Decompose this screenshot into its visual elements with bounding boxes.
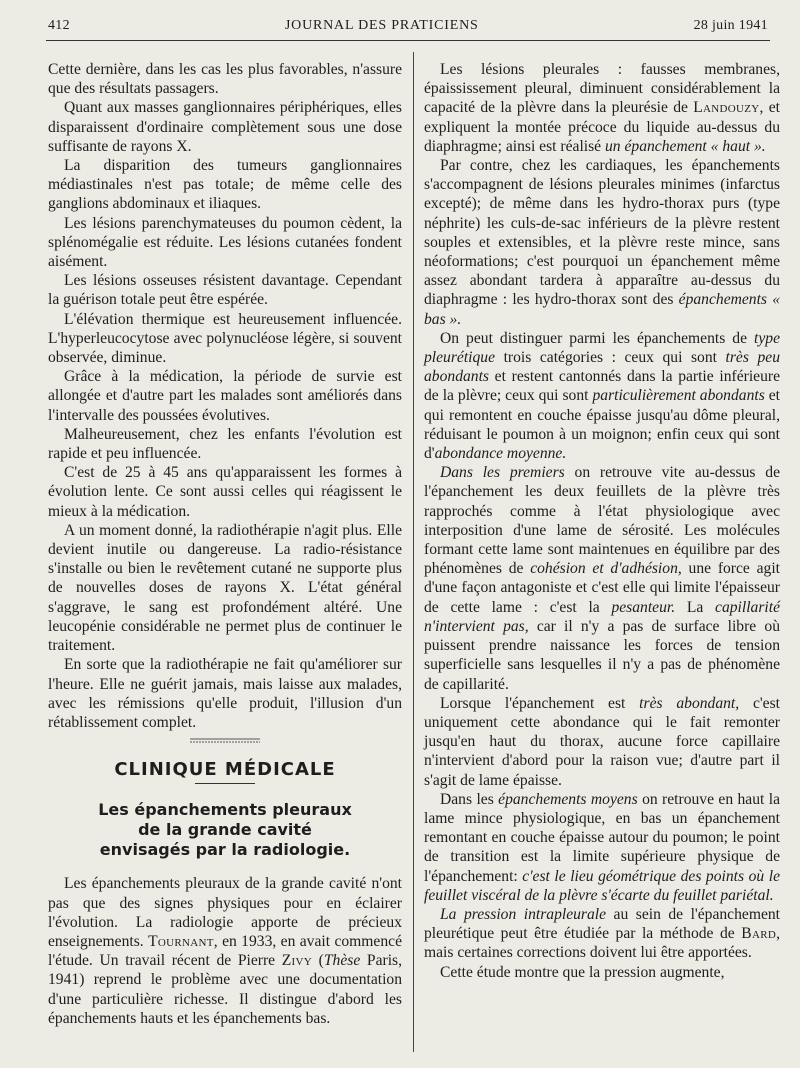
author-name: Bard [741, 925, 777, 943]
paragraph: Cette dernière, dans les cas les plus favorables, n'assure que des résultats passagers. [48, 61, 402, 98]
paragraph: Les épanchements pleuraux de la grande cavité n'ont pas que des signes physiques pour en éclairer l'évolution. La radiologie apporte de précieux enseignements. Tournant, en 1933, en avait commencé l'étude. Un travail récent de Pierre Zivy (Thèse Paris, 1941) reprend le problème avec une documentation d'une particulière richesse. Il distingue d'abord les épanchements hauts et les épanchements bas. [48, 875, 402, 1027]
paragraph: Quant aux masses ganglionnaires périphériques, elles disparaissent d'ordinaire complètement sous une dose suffisante de rayons X. [48, 99, 402, 155]
left-column [48, 60, 402, 1028]
paragraph: Dans les premiers on retrouve vite au-dessus de l'épanchement les deux feuillets de la plèvre très rapprochés comme à l'état physiologique avec interposition d'une lame de sérosité. Les molécules formant cette lame sont maintenues en équilibre par des phénomènes de cohésion et d'adhésion, une force agit d'une façon antagoniste et c'est elle qui limite l'épaisseur de cette lame : c'est la pesanteur. La capillarité n'intervient pas, car il n'y a pas de surface libre où puissent prendre naissance les forces de tension superficielle sans lesquelles il n'y a pas de phénomène de capillarité. [424, 464, 780, 693]
ornament-divider [190, 738, 260, 744]
author-name: Zivy [281, 952, 312, 970]
article-title-line: envisagés par la radiologie. [99, 840, 351, 860]
paragraph: Malheureusement, chez les enfants l'évolution est rapide et peu influencée. [48, 425, 402, 463]
paragraph: A un moment donné, la radiothérapie n'agit plus. Elle devient inutile ou dangereuse. La radio-résistance s'installe ou bien le revêtement cutané ne supporte plus de nouvelles doses de rayons X. L'état général s'aggrave, le sang est profondément altéré. Une leucopénie considérable ne permet plus de continuer le traitement. [48, 521, 402, 655]
page-number: 412 [48, 18, 70, 33]
paragraph: Les lésions parenchymateuses du poumon cèdent, la splénomégalie est réduite. Les lésions cutanées fondent aisément. [48, 214, 402, 271]
article-title-line: Les épanchements pleuraux [98, 800, 352, 820]
header-rule [46, 40, 770, 41]
paragraph: La disparition des tumeurs ganglionnaires médiastinales n'est pas totale; de même celle des ganglions abdominaux et iliaques. [48, 157, 402, 213]
paragraph: L'élévation thermique est heureusement influencée. L'hyperleucocytose avec polynucléose légère, si souvent observée, diminue. [48, 310, 402, 367]
article-title [48, 800, 402, 860]
paragraph: On peut distinguer parmi les épanchements de type pleurétique trois catégories : ceux qui sont très peu abondants et restent cantonnés dans la partie inférieure de la plèvre; ceux qui sont particulièrement abondants et qui remontent en couche épaisse jusqu'au dôme pleural, réduisant le poumon à un moignon; enfin ceux qui sont d'abondance moyenne. [424, 329, 781, 463]
paragraph: Par contre, chez les cardiaques, les épanchements s'accompagnent de lésions pleurales minimes (infarctus excepté); de même dans les hydro-thorax purs (type néphrite) les culs-de-sac inférieurs de la plèvre restent souples et extensibles, et la plèvre reste mince, sans néoformations; c'est pourquoi un épanchement même assez abondant tardera à apparaître au-dessus du diaphragme : les hydro-thorax sont des épanchements « bas ». [424, 157, 781, 328]
journal-title: JOURNAL DES PRATICIENS [284, 18, 479, 33]
right-column [424, 60, 780, 982]
author-name: Landouzy [693, 99, 760, 117]
column-divider [413, 52, 414, 1052]
paragraph: Grâce à la médication, la période de survie est allongée et d'autre part les malades sont améliorés dans l'intervalle des poussées évolutives. [48, 368, 402, 424]
paragraph: Dans les épanchements moyens on retrouve en haut la lame mince physiologique, en bas un épanchement remontant en couche épaisse autour du poumon; le point de transition est la limite supérieure physique de l'épanchement: c'est le lieu géométrique des points où le feuillet viscéral de la plèvre s'écarte du feuillet pariétal. [424, 790, 781, 904]
paragraph: C'est de 25 à 45 ans qu'apparaissent les formes à évolution lente. Ce sont aussi celles qui réagissent le mieux à la médication. [48, 464, 402, 520]
section-rule [195, 783, 255, 784]
page-header [48, 18, 768, 38]
issue-date: 28 juin 1941 [693, 18, 768, 33]
author-name: Tournant [148, 932, 214, 950]
paragraph: En sorte que la radiothérapie ne fait qu'améliorer sur l'heure. Elle ne guérit jamais, mais laisse aux malades, avec les rémissions qu'elle produit, l'illusion d'un rétablissement complet. [48, 656, 402, 731]
article-title-line: de la grande cavité [138, 820, 312, 840]
paragraph: Les lésions pleurales : fausses membranes, épaississement pleural, diminuent considérablement la capacité de la plèvre dans la pleurésie de Landouzy, et expliquent la montée précoce du liquide au-dessus du diaphragme; ainsi est réalisé un épanchement « haut ». [424, 61, 780, 155]
section-title: CLINIQUE MÉDICALE [114, 759, 336, 781]
paragraph: Lorsque l'épanchement est très abondant, c'est uniquement cette abondance qui le fait remonter jusqu'en haut du thorax, aucune force capillaire n'intervient d'abord pour la raison vue; d'autre part il s'agit de lame épaisse. [424, 694, 780, 789]
paragraph: Les lésions osseuses résistent davantage. Cependant la guérison totale peut être espérée. [48, 272, 402, 309]
paragraph: Cette étude montre que la pression augmente, [440, 963, 725, 981]
paragraph: La pression intrapleurale au sein de l'épanchement pleurétique peut être étudiée par la méthode de Bard, mais certaines corrections doivent lui être apportées. [424, 905, 780, 962]
